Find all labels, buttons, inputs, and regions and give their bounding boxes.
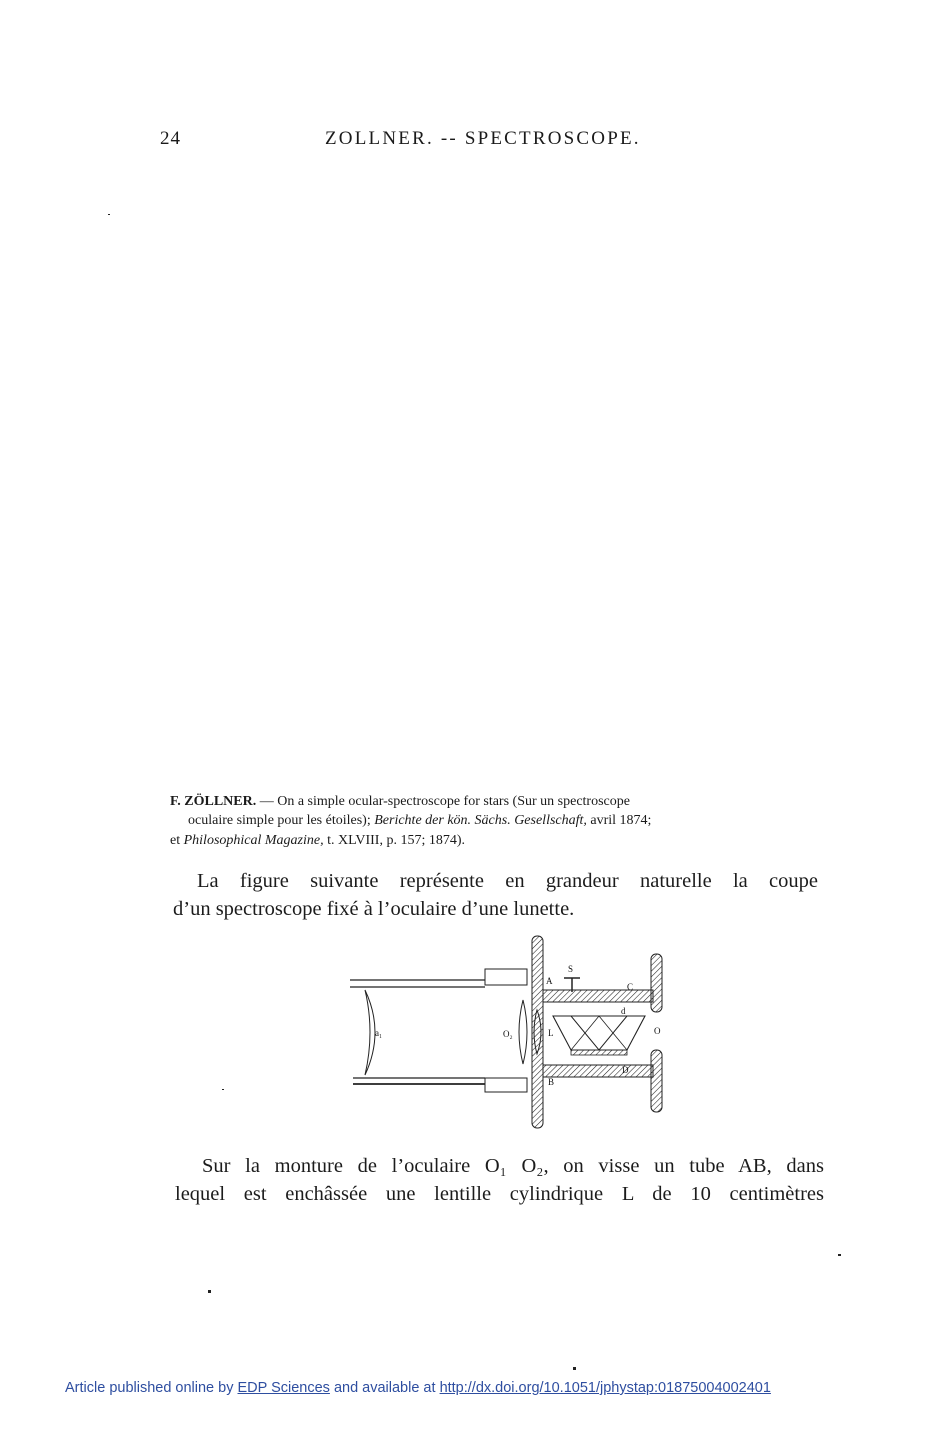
- prism-center: [571, 1016, 627, 1050]
- eye-cap-bottom: [651, 1050, 662, 1112]
- publication-footer: [65, 1380, 771, 1396]
- page-number: 24: [160, 128, 181, 149]
- reference-title-fr: oculaire simple pour les étoiles);: [188, 813, 375, 828]
- paragraph-2-line-2: lequel est enchâssée une lentille cylindrique L de 10 centimètres: [175, 1183, 824, 1205]
- footer-middle: and available at: [329, 1380, 440, 1396]
- eyepiece-lens-o2: [519, 1000, 527, 1064]
- paragraph-2-line-1: Sur la monture de l’oculaire O₁ O₂, on visse un tube AB, dans: [202, 1155, 824, 1177]
- plate-d: [543, 1065, 653, 1077]
- label-C: C: [627, 982, 634, 992]
- field-lens-a1: [365, 990, 375, 1075]
- doi-link[interactable]: http://dx.doi.org/10.1051/jphystap:01875004002401: [439, 1380, 771, 1396]
- reference-journal-2: Philosophical Magazine,: [183, 833, 324, 848]
- scan-speck: [573, 1367, 576, 1370]
- scan-speck: [222, 1089, 224, 1090]
- paragraph-1-line-2: d’un spectroscope fixé à l’oculaire d’une lunette.: [173, 898, 575, 920]
- thread-bottom: [485, 1078, 527, 1092]
- label-D: D: [622, 1065, 629, 1075]
- running-title: ZOLLNER. -- SPECTROSCOPE.: [325, 128, 641, 149]
- reference-author: F. ZÖLLNER.: [170, 794, 257, 809]
- label-A: A: [546, 976, 553, 986]
- reference-journal: Berichte der kön. Sächs. Gesellschaft,: [374, 813, 587, 828]
- prism-base: [571, 1050, 627, 1055]
- reference-line-1: [170, 793, 820, 811]
- spectroscope-figure: [345, 932, 675, 1132]
- label-L: L: [548, 1028, 554, 1038]
- reference-volume: t. XLVIII, p. 157; 1874).: [323, 833, 466, 848]
- label-S: S: [568, 964, 574, 974]
- reference-line-2: [170, 812, 838, 830]
- label-O: O: [654, 1026, 661, 1036]
- plate-c: [543, 990, 653, 1002]
- scan-speck: [208, 1290, 211, 1293]
- reference-line-3: [170, 832, 820, 850]
- label-a1: a₁: [375, 1028, 383, 1038]
- label-o2: O₂: [503, 1029, 513, 1039]
- footer-prefix: Article published online by: [65, 1380, 238, 1396]
- publisher-link[interactable]: EDP Sciences: [237, 1380, 330, 1396]
- thread-top: [485, 969, 527, 985]
- prism-outline: [553, 1016, 645, 1050]
- scan-speck: [838, 1254, 841, 1256]
- scan-speck: [108, 214, 110, 215]
- eye-cap-top: [651, 954, 662, 1012]
- reference-date: avril 1874;: [586, 813, 652, 828]
- reference-title: — On a simple ocular-spectroscope for stars (Sur un spectroscope: [256, 794, 630, 809]
- label-d: d: [621, 1006, 626, 1016]
- label-B: B: [548, 1077, 555, 1087]
- reference-and: et: [170, 833, 184, 848]
- paragraph-1-line-1: La figure suivante représente en grandeur naturelle la coupe: [197, 870, 818, 892]
